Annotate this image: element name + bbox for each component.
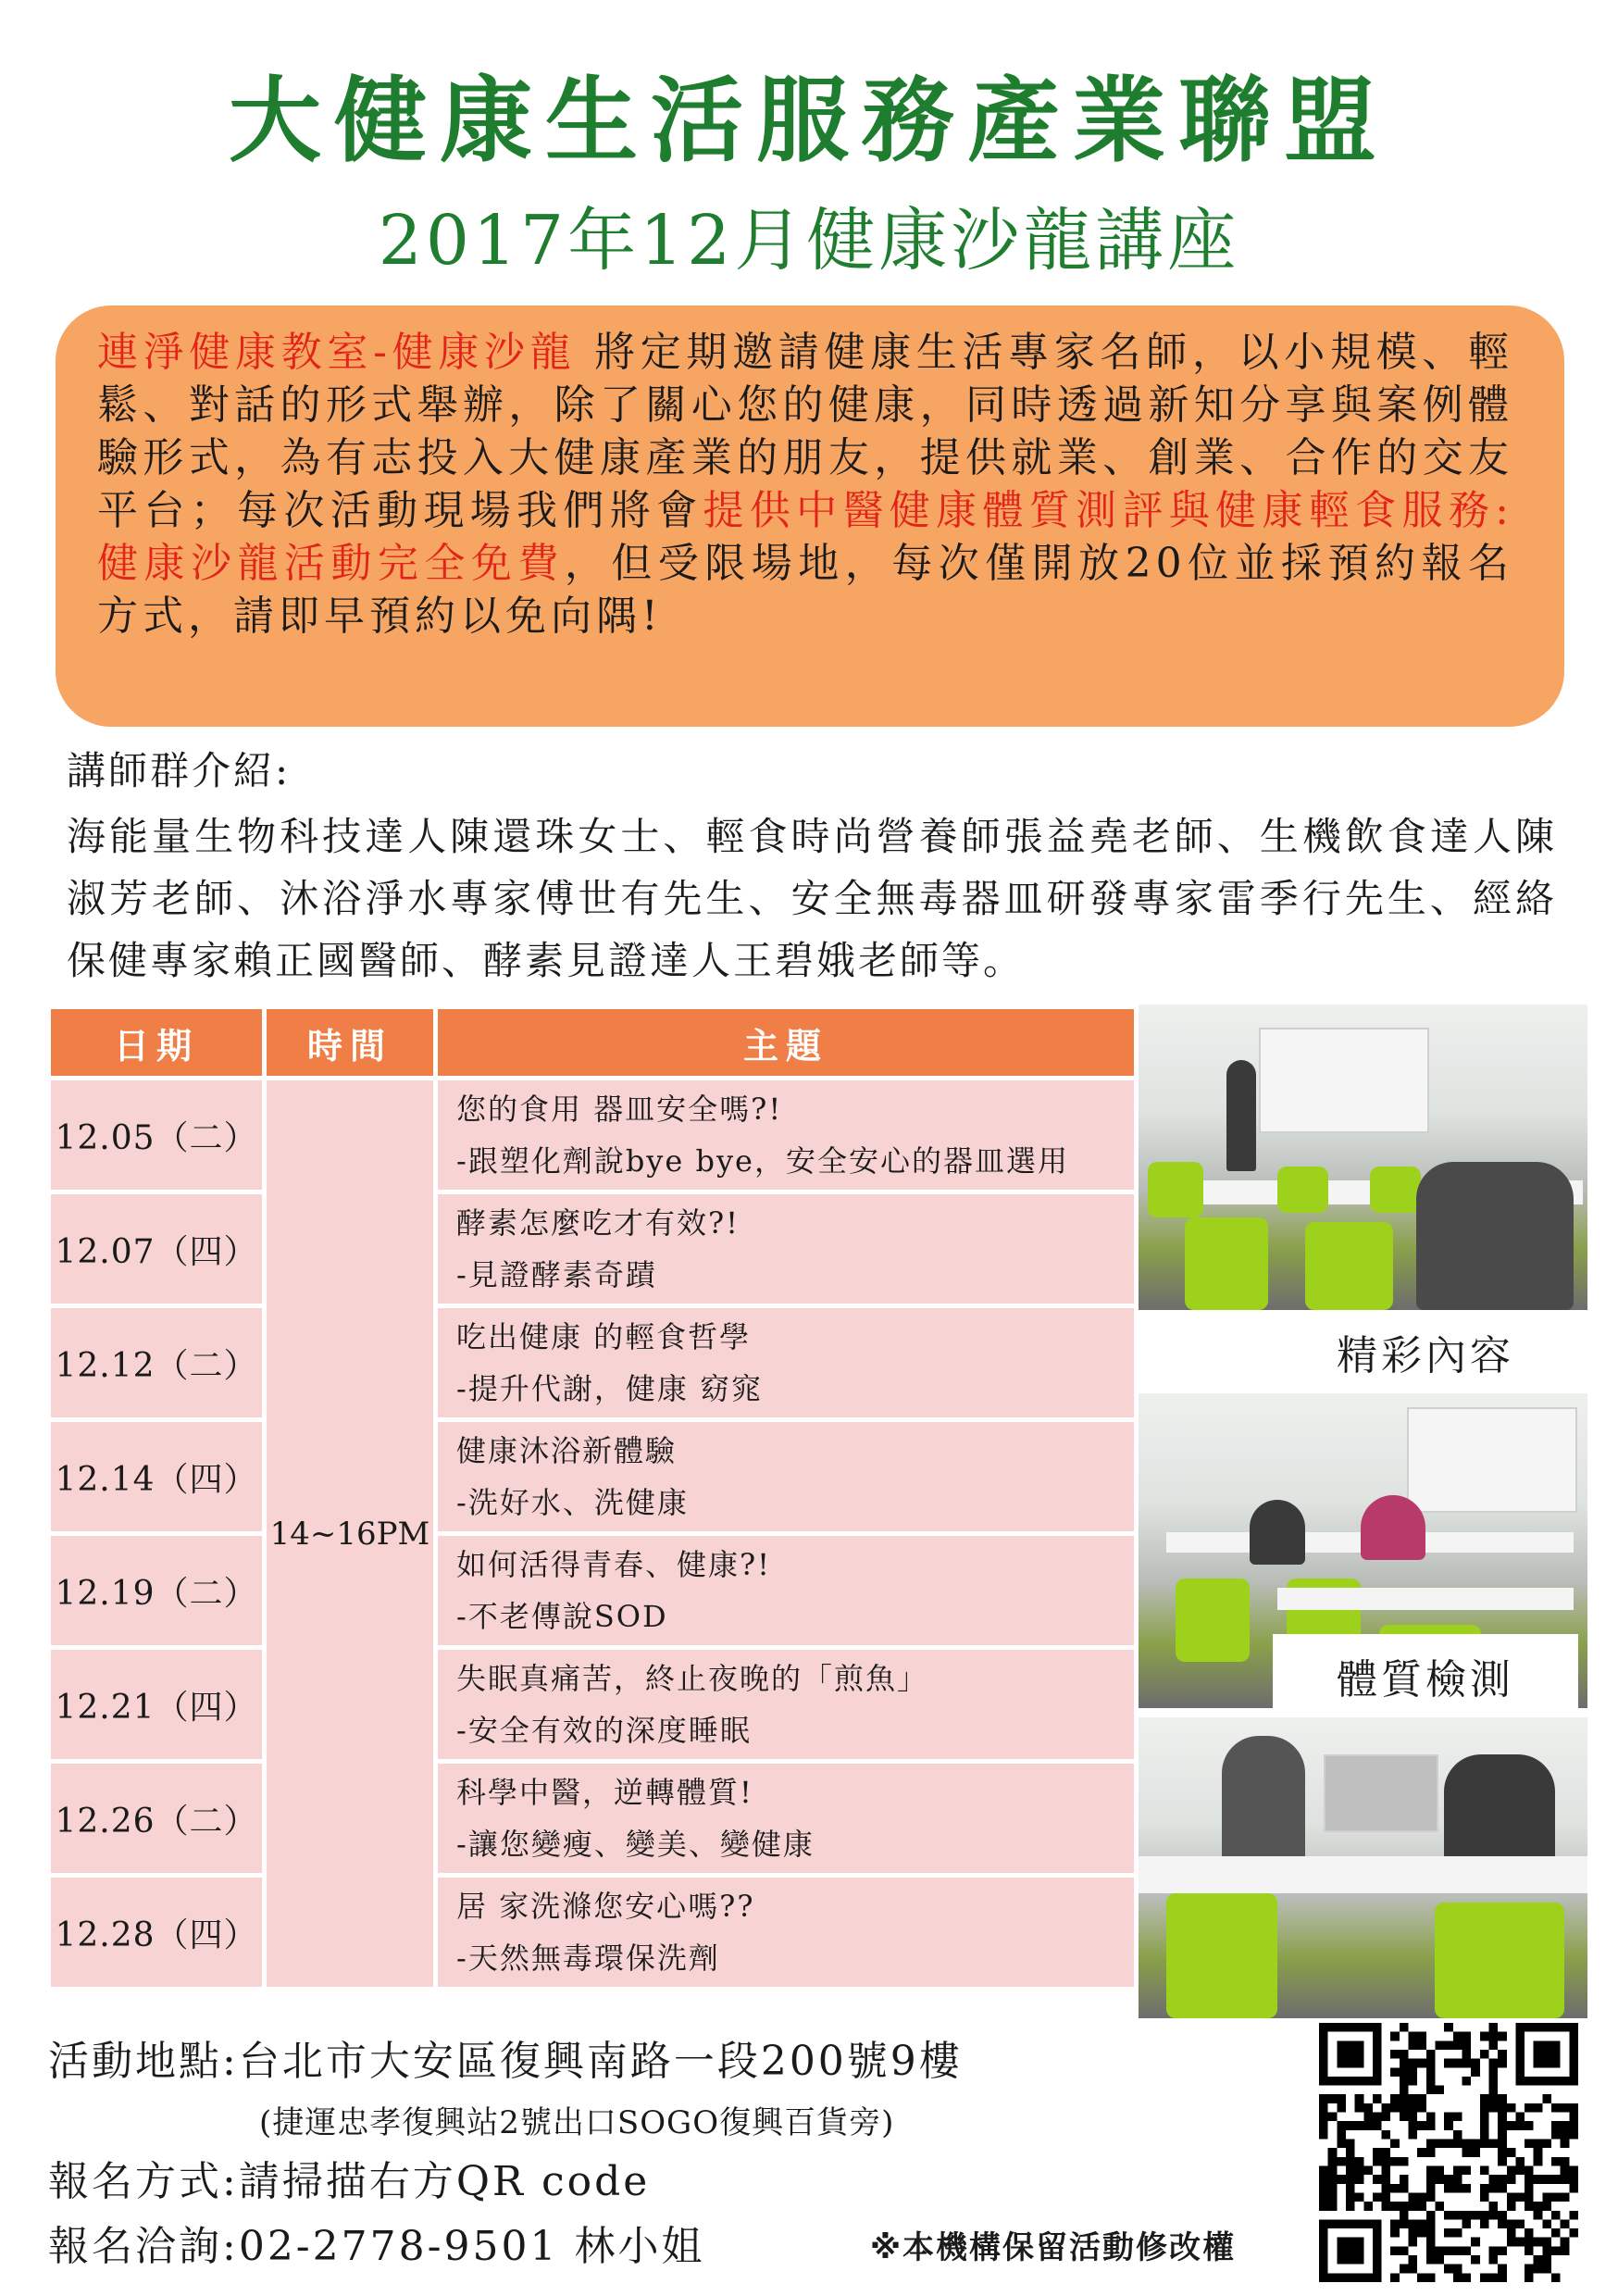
row-date: 12.19（二） xyxy=(51,1536,262,1645)
caption-highlights: 精彩內容 xyxy=(1273,1310,1578,1393)
row-topic xyxy=(438,1080,1134,1190)
topic-subtitle: -提升代謝，健康 窈窕 xyxy=(456,1371,763,1406)
topic-title: 居 家洗滌您安心嗎?? xyxy=(456,1889,755,1924)
table-row xyxy=(51,1764,1134,1873)
row-date: 12.26（二） xyxy=(51,1764,262,1873)
topic-subtitle: -見證酵素奇蹟 xyxy=(456,1257,657,1292)
registration-contact: 報名洽詢:02-2778-9501 林小姐 xyxy=(48,2223,705,2270)
intro-text-1: 將定期邀請健康生活專家名師，以小規模、輕鬆、對話的形式舉辦，除了關心您的健康，同時透過新知分享與案例體驗形式，為有志投入大健康產業的朋友，提供就業、創業、合作的交友平台；每次活動現場我們將會 xyxy=(97,329,1513,534)
speakers-list: 海能量生物科技達人陳還珠女士、輕食時尚營養師張益堯老師、生機飲食達人陳淑芳老師、沐浴淨水專家傅世有先生、安全無毒器皿研發專家雷季行先生、經絡保健專家賴正國醫師、酵素見證達人王碧娥老師等。 xyxy=(67,814,1557,983)
intro-text-2: ，但受限場地，每次僅開放20位並採預約報名方式，請即早預約以免向隅! xyxy=(97,540,1513,640)
topic-title: 失眠真痛苦，終止夜晚的「煎魚」 xyxy=(456,1661,929,1696)
speakers-label: 講師群介紹: xyxy=(67,748,292,793)
page-subtitle: 2017年12月健康沙龍講座 xyxy=(378,201,1240,281)
table-row xyxy=(51,1422,1134,1531)
photo-column xyxy=(1139,1004,1587,2018)
row-date: 12.14（四） xyxy=(51,1422,262,1531)
topic-title: 如何活得青春、健康?! xyxy=(456,1547,772,1582)
row-date: 12.28（四） xyxy=(51,1878,262,1987)
topic-title: 酵素怎麼吃才有效?! xyxy=(456,1205,741,1241)
row-topic xyxy=(438,1194,1134,1304)
table-row xyxy=(51,1194,1134,1304)
row-topic xyxy=(438,1764,1134,1873)
registration-method: 報名方式:請掃描右方QR code xyxy=(48,2158,651,2205)
row-date: 12.21（四） xyxy=(51,1650,262,1759)
table-row xyxy=(51,1536,1134,1645)
table-row xyxy=(51,1080,1134,1190)
intro-highlight-free: 提供中醫健康體質測評與健康輕食服務:健康沙龍活動完全免費 xyxy=(97,487,1514,587)
page-title: 大健康生活服務產業聯盟 xyxy=(229,66,1389,175)
intro-highlight-classroom: 連淨健康教室-健康沙龍 xyxy=(97,329,577,376)
topic-title: 吃出健康 的輕食哲學 xyxy=(456,1319,752,1354)
venue-address: 活動地點:台北市大安區復興南路一段200號9樓 xyxy=(48,2038,963,2085)
row-topic xyxy=(438,1422,1134,1531)
table-row xyxy=(51,1308,1134,1417)
row-date: 12.05（二） xyxy=(51,1080,262,1190)
schedule-header-row xyxy=(51,1009,1134,1076)
topic-subtitle: -不老傳說SOD xyxy=(456,1599,668,1634)
row-topic xyxy=(438,1650,1134,1759)
row-date: 12.12（二） xyxy=(51,1308,262,1417)
topic-subtitle: -安全有效的深度睡眠 xyxy=(456,1713,752,1748)
intro-panel xyxy=(56,306,1564,727)
topic-subtitle: -天然無毒環保洗劑 xyxy=(456,1940,720,1976)
header-topic: 主題 xyxy=(438,1009,1134,1076)
session-time: 14~16PM xyxy=(267,1080,433,1987)
consultation-photo xyxy=(1139,1717,1587,2018)
row-topic xyxy=(438,1536,1134,1645)
header-date: 日期 xyxy=(51,1009,262,1076)
row-topic xyxy=(438,1878,1134,1987)
row-date: 12.07（四） xyxy=(51,1194,262,1304)
topic-title: 您的食用 器皿安全嗎?! xyxy=(456,1092,783,1127)
venue-directions: (捷運忠孝復興站2號出口SOGO復興百貨旁) xyxy=(259,2104,895,2141)
topic-subtitle: -讓您變瘦、變美、變健康 xyxy=(456,1827,815,1862)
table-row xyxy=(51,1878,1134,1987)
table-row xyxy=(51,1650,1134,1759)
row-topic xyxy=(438,1308,1134,1417)
topic-subtitle: -洗好水、洗健康 xyxy=(456,1485,689,1520)
schedule-table xyxy=(46,1004,1139,1991)
topic-title: 科學中醫，逆轉體質! xyxy=(456,1775,753,1810)
seminar-photo xyxy=(1139,1004,1587,1310)
header-time: 時間 xyxy=(267,1009,433,1076)
topic-title: 健康沐浴新體驗 xyxy=(456,1433,678,1468)
caption-body-test: 體質檢測 xyxy=(1273,1634,1578,1717)
qr-code[interactable] xyxy=(1319,2023,1578,2282)
topic-subtitle: -跟塑化劑說bye bye，安全安心的器皿選用 xyxy=(456,1143,1069,1179)
reservation-notice: ※本機構保留活動修改權 xyxy=(870,2229,1237,2266)
